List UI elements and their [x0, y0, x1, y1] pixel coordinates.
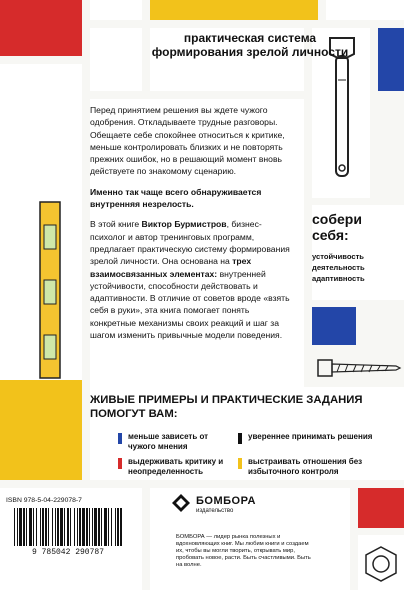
barcode-bar: [48, 508, 49, 548]
tagline: практическая система формирования зрелой личности: [151, 31, 349, 59]
main-text: [90, 104, 295, 349]
barcode-bar: [92, 508, 93, 548]
isbn: ISBN 978-5-04-229078-7: [6, 497, 82, 504]
barcode-bar: [60, 508, 63, 548]
barcode-bar: [36, 508, 37, 548]
barcode-bar: [29, 508, 32, 548]
screw-icon: [316, 356, 402, 380]
barcode-bar: [74, 508, 75, 548]
benefit-item: выстраивать отношения без избыточного контроля: [248, 457, 363, 476]
bullet-marker: [118, 433, 122, 444]
keyword: деятельность: [312, 263, 365, 272]
barcode-bar: [70, 508, 71, 548]
keyword: адаптивность: [312, 274, 365, 283]
barcode-bar: [67, 508, 69, 548]
barcode-bar: [14, 508, 15, 548]
barcode-bar: [26, 508, 27, 548]
bullet-marker: [238, 458, 242, 469]
white-block: [90, 28, 142, 91]
barcode-bar: [52, 508, 53, 548]
barcode-bar: [42, 508, 44, 548]
barcode-bar: [57, 508, 59, 548]
paragraph-key-statement: Именно так чаще всего обнаруживается внутренняя незрелость.: [90, 186, 262, 210]
barcode-bar: [111, 508, 112, 548]
barcode-bar: [82, 508, 85, 548]
benefit-item: выдерживать критику и неопределенность: [128, 457, 224, 476]
yellow-block-left: [0, 380, 82, 480]
barcode-bar: [55, 508, 56, 548]
barcode-bar: [17, 508, 18, 548]
bullet-marker: [238, 433, 242, 444]
barcode-bar: [115, 508, 116, 548]
publisher-description: БОМБОРА — лидер рынка полезных и вдохновляющих книг. Мы любим книги и создаем их, чтобы вы могли творить, открывать мир, пробовать новое, расти. Быть счастливыми. Быть на волне.: [176, 534, 311, 568]
publisher-subtitle: издательство: [196, 508, 234, 514]
white-block: [326, 0, 404, 20]
barcode-bar: [89, 508, 90, 548]
barcode-bar: [101, 508, 102, 548]
publisher-logo-icon: [170, 492, 192, 514]
keyword: устойчивость: [312, 252, 364, 261]
collect-line1: собери: [312, 211, 362, 227]
bullet-marker: [118, 458, 122, 469]
barcode-bar: [33, 508, 34, 548]
barcode: [6, 508, 131, 555]
yellow-block-top: [150, 0, 318, 20]
nut-icon: [362, 545, 400, 583]
level-tool-icon: [38, 200, 62, 380]
paragraph-author: В этой книге Виктор Бурмистров, бизнес-психолог и автор тренинговых программ, предлагает практическую систему формирования зрелой личности. Она основана на трех взаимосвязанных элементах: внутренней устойчивости, способности действовать и адаптивности. В отличие от советов вроде «взять себя в руки», эта книга помогает понять конкретные механизмы своих реакций и шаг за шагом изменить привычные модели поведения.: [90, 219, 290, 341]
benefit-item: меньше зависеть от чужого мнения: [128, 432, 209, 451]
barcode-bar: [104, 508, 107, 548]
barcode-bar: [64, 508, 65, 548]
publisher-name: БОМБОРА: [196, 495, 256, 507]
white-block: [90, 0, 142, 20]
barcode-bar: [23, 508, 25, 548]
red-block-top-left: [0, 0, 82, 56]
red-block-bottom-right: [358, 488, 404, 528]
author-name: Виктор Бурмистров: [141, 219, 227, 230]
barcode-bar: [94, 508, 97, 548]
barcode-bar: [45, 508, 47, 548]
barcode-bar: [19, 508, 22, 548]
barcode-bar: [108, 508, 109, 548]
barcode-bar: [77, 508, 78, 548]
barcode-bar: [86, 508, 88, 548]
barcode-bar: [79, 508, 81, 548]
examples-title: ЖИВЫЕ ПРИМЕРЫ И ПРАКТИЧЕСКИЕ ЗАДАНИЯ ПОМОГУТ ВАМ:: [90, 394, 363, 420]
collect-yourself: [312, 211, 400, 284]
barcode-bar: [117, 508, 119, 548]
barcode-bar: [98, 508, 100, 548]
blue-block-top-right: [378, 28, 404, 91]
barcode-bar: [40, 508, 41, 548]
collect-line2: себя:: [312, 227, 349, 243]
benefit-item: увереннее принимать решения: [248, 432, 373, 441]
barcode-bar: [120, 508, 122, 548]
barcode-digits: 9 785042 290787: [31, 548, 105, 555]
paragraph-intro: Перед принятием решения вы ждете чужого одобрения. Откладываете трудные разговоры. Обещаете себе спокойнее относиться к критике, меньше контролировать близких и не повторять прежних ошибок, но в решающий момент вновь действуете по знакомому сценарию.: [90, 105, 285, 177]
